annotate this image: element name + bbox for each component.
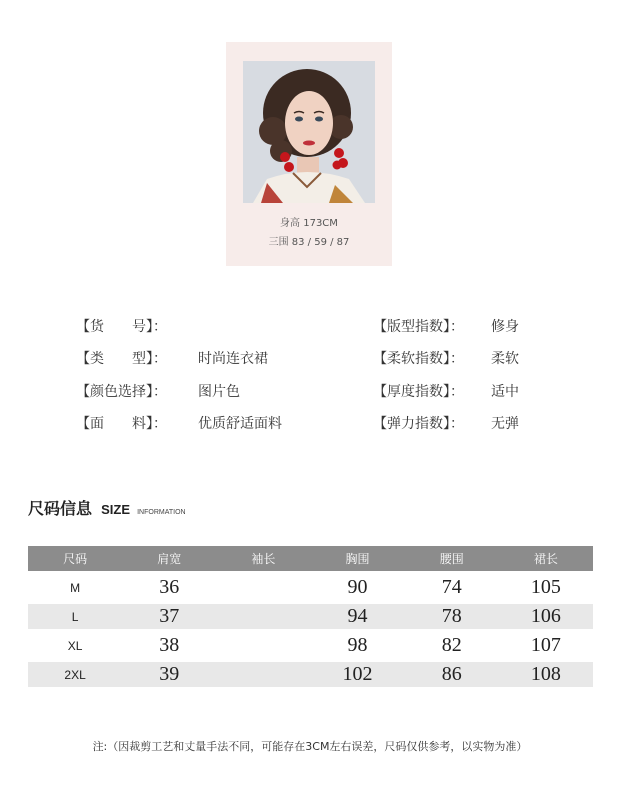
attr-value: 时尚连衣裙 bbox=[198, 351, 268, 367]
attr-label: 【柔软指数】： bbox=[373, 351, 464, 367]
table-cell: 74 bbox=[441, 576, 462, 598]
table-row bbox=[28, 575, 593, 600]
size-table-header bbox=[28, 546, 593, 571]
table-row bbox=[28, 662, 593, 687]
header-cell: 尺码 bbox=[28, 546, 122, 571]
table-cell: 82 bbox=[441, 634, 462, 656]
table-cell bbox=[216, 662, 310, 687]
model-photo bbox=[243, 61, 375, 203]
attr-elasticity-index bbox=[373, 413, 519, 433]
header-cell: 腰围 bbox=[405, 546, 499, 571]
table-cell: 90 bbox=[347, 576, 368, 598]
size-title-zh: 尺码信息 bbox=[28, 499, 93, 518]
table-cell: 102 bbox=[310, 662, 404, 687]
attr-value: 修身 bbox=[491, 319, 519, 335]
table-row bbox=[28, 604, 593, 629]
disclaimer-note: 注:（因裁剪工艺和丈量手法不同，可能存在3CM左右误差，尺码仅供参考，以实物为准） bbox=[92, 740, 528, 753]
table-cell: XL bbox=[67, 638, 83, 653]
model-card bbox=[226, 42, 392, 266]
header-cell: 肩宽 bbox=[122, 546, 216, 571]
table-cell: 39 bbox=[122, 662, 216, 687]
table-cell bbox=[216, 575, 310, 600]
model-height: 身高 173CM bbox=[280, 218, 338, 229]
table-cell: 94 bbox=[310, 604, 404, 629]
table-cell bbox=[216, 633, 310, 658]
table-cell: 86 bbox=[405, 662, 499, 687]
attr-item-number bbox=[76, 316, 167, 336]
size-section-title bbox=[28, 496, 186, 519]
table-cell: 38 bbox=[159, 634, 180, 656]
attr-softness-index bbox=[373, 348, 519, 368]
attr-color bbox=[76, 381, 240, 401]
attr-fit-index bbox=[373, 316, 519, 336]
table-cell: 107 bbox=[530, 634, 561, 656]
attr-value: 适中 bbox=[491, 384, 519, 400]
attr-label: 【弹力指数】： bbox=[373, 416, 464, 432]
attr-fabric bbox=[76, 413, 282, 433]
table-cell: 98 bbox=[347, 634, 368, 656]
header-cell: 胸围 bbox=[310, 546, 404, 571]
attr-label: 【版型指数】： bbox=[373, 319, 464, 335]
attr-thickness-index bbox=[373, 381, 519, 401]
table-cell: 2XL bbox=[28, 662, 122, 687]
attr-value: 优质舒适面料 bbox=[198, 416, 282, 432]
attr-label: 【厚度指数】： bbox=[373, 384, 464, 400]
attr-type bbox=[76, 348, 268, 368]
header-cell: 袖长 bbox=[216, 546, 310, 571]
model-illustration bbox=[243, 61, 375, 203]
model-measurements: 三围 83 / 59 / 87 bbox=[268, 237, 350, 248]
table-cell: 106 bbox=[499, 604, 593, 629]
table-cell: 78 bbox=[405, 604, 499, 629]
table-row bbox=[28, 633, 593, 658]
attr-value: 无弹 bbox=[491, 416, 519, 432]
model-stats bbox=[226, 214, 392, 252]
attr-label: 【货 号】： bbox=[76, 319, 167, 335]
header-cell: 裙长 bbox=[499, 546, 593, 571]
table-cell: 105 bbox=[530, 576, 561, 598]
size-title-en: SIZE bbox=[101, 502, 131, 517]
table-cell: 108 bbox=[499, 662, 593, 687]
size-title-en-small: INFORMATION bbox=[137, 509, 186, 516]
table-cell: 36 bbox=[159, 576, 180, 598]
size-table bbox=[28, 546, 593, 687]
attr-label: 【类 型】： bbox=[76, 351, 167, 367]
attr-value: 柔软 bbox=[491, 351, 519, 367]
attr-label: 【面 料】： bbox=[76, 416, 167, 432]
table-cell: L bbox=[28, 604, 122, 629]
attr-value: 图片色 bbox=[198, 384, 240, 400]
table-cell: M bbox=[70, 580, 81, 595]
table-cell bbox=[216, 604, 310, 629]
table-cell: 37 bbox=[122, 604, 216, 629]
attr-label: 【颜色选择】： bbox=[76, 384, 167, 400]
